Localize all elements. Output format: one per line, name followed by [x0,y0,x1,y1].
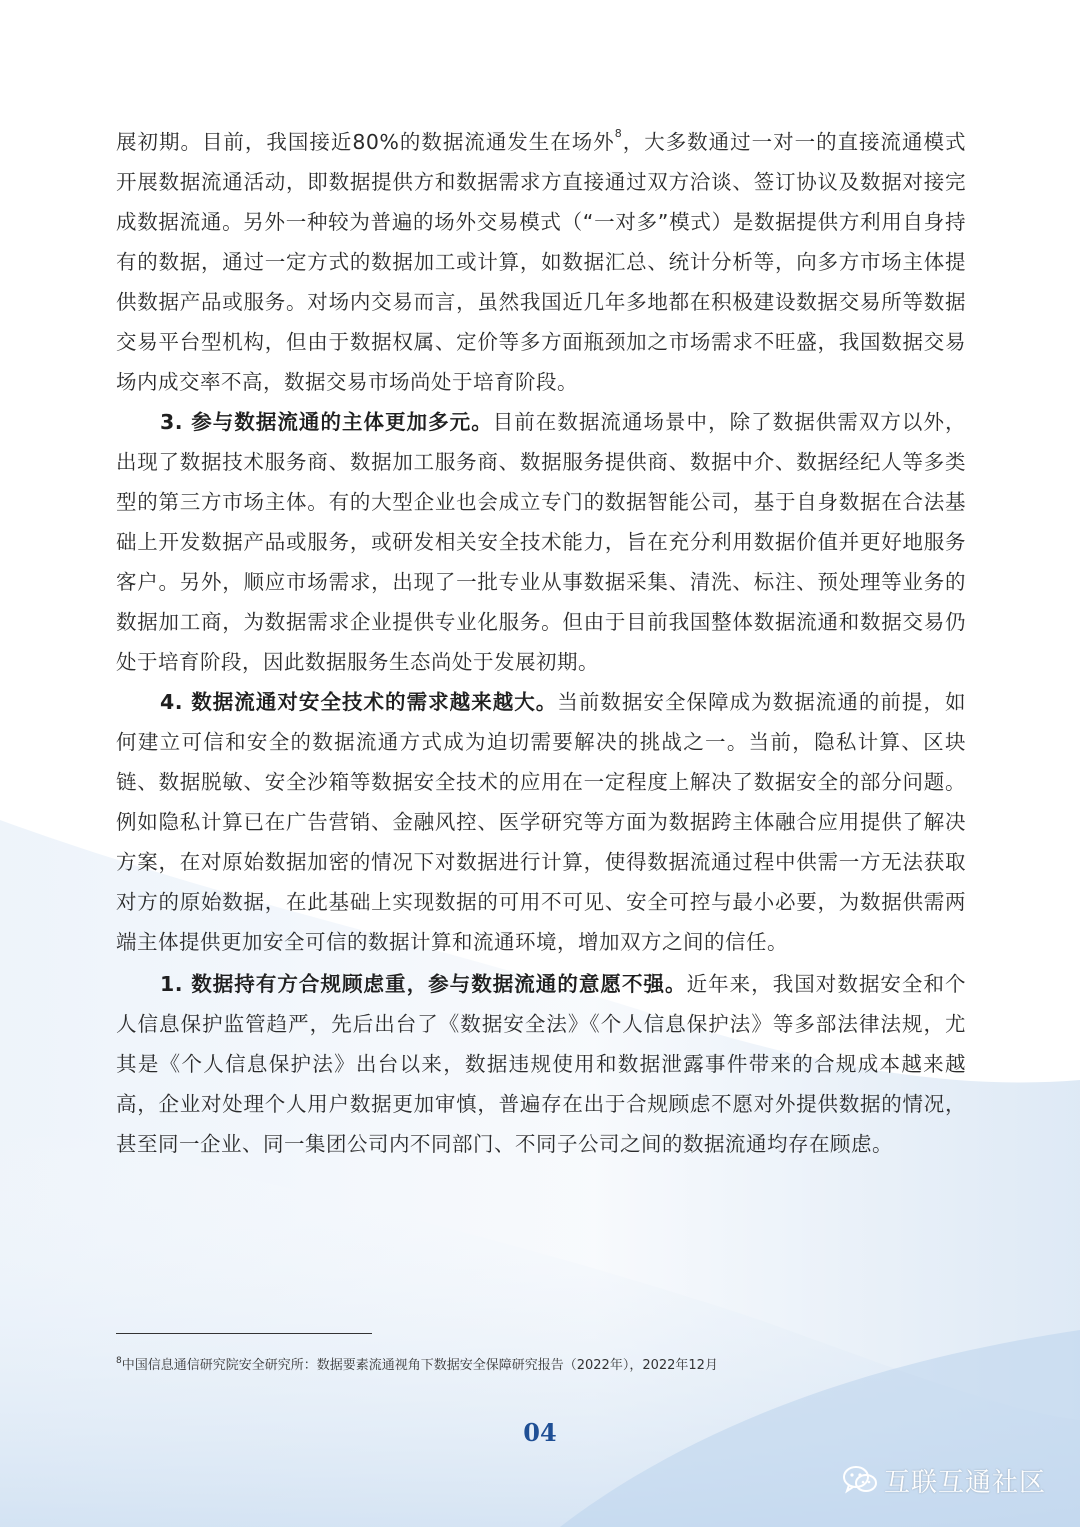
footnote-text: 中国信息通信研究院安全研究所：数据要素流通视角下数据安全保障研究报告（2022年），2022年12月 [121,1358,718,1373]
page-body [116,122,966,1164]
footnote-reference[interactable]: 8 [614,127,623,140]
footnote [116,1356,976,1376]
paragraph-text-a: 展初期。目前，我国接近80%的数据流通发生在场外 [116,130,615,154]
point-3-heading: 3. 参与数据流通的主体更加多元。 [160,410,493,434]
paragraph-point-3 [116,402,966,682]
challenge-1-heading: 1. 数据持有方合规顾虑重，参与数据流通的意愿不强。 [160,972,687,996]
wechat-icon [842,1465,878,1495]
watermark [842,1457,1046,1503]
paragraph-market-status [116,122,966,402]
paragraph-challenge-1 [116,964,966,1164]
point-4-text: 当前数据安全保障成为数据流通的前提，如何建立可信和安全的数据流通方式成为迫切需要解决的挑战之一。当前，隐私计算、区块链、数据脱敏、安全沙箱等数据安全技术的应用在一定程度上解决了数据安全的部分问题。例如隐私计算已在广告营销、金融风控、医学研究等方面为数据跨主体融合应用提供了解决方案，在对原始数据加密的情况下对数据进行计算，使得数据流通过程中供需一方无法获取对方的原始数据，在此基础上实现数据的可用不可见、安全可控与最小必要，为数据供需两端主体提供更加安全可信的数据计算和流通环境，增加双方之间的信任。 [116,690,966,954]
point-4-heading: 4. 数据流通对安全技术的需求越来越大。 [160,690,558,714]
point-3-text: 目前在数据流通场景中，除了数据供需双方以外，出现了数据技术服务商、数据加工服务商、数据服务提供商、数据中介、数据经纪人等多类型的第三方市场主体。有的大型企业也会成立专门的数据智能公司，基于自身数据在合法基础上开发数据产品或服务，或研发相关安全技术能力，旨在充分利用数据价值并更好地服务客户。另外，顺应市场需求，出现了一批专业从事数据采集、清洗、标注、预处理等业务的数据加工商，为数据需求企业提供专业化服务。但由于目前我国整体数据流通和数据交易仍处于培育阶段，因此数据服务生态尚处于发展初期。 [116,410,966,674]
footnote-divider [116,1333,372,1334]
challenge-1-text: 近年来，我国对数据安全和个人信息保护监管趋严，先后出台了《数据安全法》《个人信息保护法》等多部法律法规，尤其是《个人信息保护法》出台以来，数据违规使用和数据泄露事件带来的合规成本越来越高，企业对处理个人用户数据更加审慎，普遍存在出于合规顾虑不愿对外提供数据的情况，甚至同一企业、同一集团公司内不同部门、不同子公司之间的数据流通均存在顾虑。 [116,972,966,1156]
page-number: 04 [523,1418,557,1447]
paragraph-point-4 [116,682,966,962]
footnote-marker: 8 [116,1356,122,1366]
watermark-text: 互联互通社区 [884,1467,1047,1498]
paragraph-text-b: ，大多数通过一对一的直接流通模式开展数据流通活动，即数据提供方和数据需求方直接通过双方洽谈、签订协议及数据对接完成数据流通。另外一种较为普遍的场外交易模式（“一对多”模式）是数据提供方利用自身持有的数据，通过一定方式的数据加工或计算，如数据汇总、统计分析等，向多方市场主体提供数据产品或服务。对场内交易而言，虽然我国近几年多地都在积极建设数据交易所等数据交易平台型机构，但由于数据权属、定价等多方面瓶颈加之市场需求不旺盛，我国数据交易场内成交率不高，数据交易市场尚处于培育阶段。 [116,130,966,394]
